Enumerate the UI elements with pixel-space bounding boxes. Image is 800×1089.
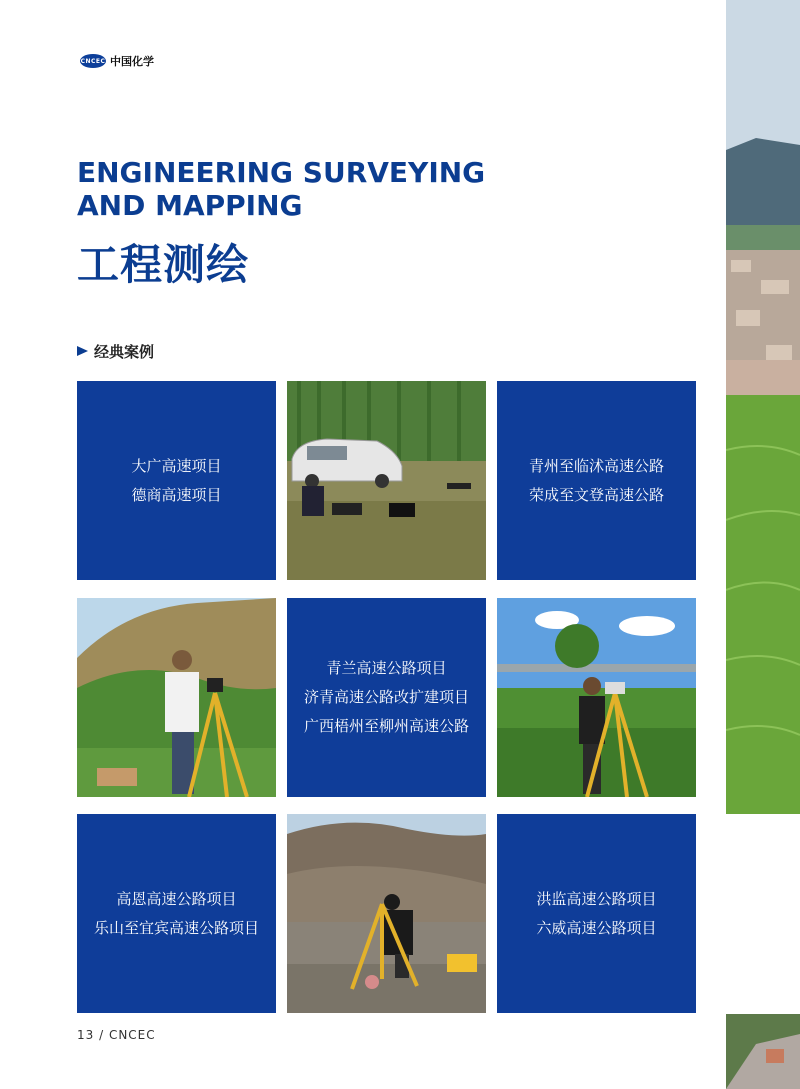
case-item: 乐山至宜宾高速公路项目 bbox=[93, 918, 259, 937]
case-item: 青州至临沭高速公路 bbox=[528, 456, 664, 475]
case-item: 青兰高速公路项目 bbox=[326, 659, 447, 677]
photo-van-field-survey bbox=[287, 381, 486, 580]
landscape-photo-strip bbox=[726, 0, 800, 814]
cncec-badge: CNCEC bbox=[80, 54, 106, 68]
case-tile-5 bbox=[287, 598, 486, 797]
page-title-english bbox=[77, 156, 497, 222]
case-item: 济青高速公路改扩建项目 bbox=[303, 688, 469, 706]
case-item: 广西梧州至柳州高速公路 bbox=[303, 717, 469, 735]
photo-surveyor-mountain bbox=[287, 814, 486, 1013]
section-label: 经典案例 bbox=[94, 342, 155, 361]
case-tile-1 bbox=[77, 381, 276, 580]
case-item: 大广高速项目 bbox=[131, 456, 222, 475]
case-item: 高恩高速公路项目 bbox=[116, 889, 237, 908]
case-item: 六威高速公路项目 bbox=[536, 918, 657, 937]
village-photo-strip bbox=[726, 1014, 800, 1089]
case-item: 德商高速项目 bbox=[131, 485, 222, 504]
title-en-line1: ENGINEERING SURVEYING bbox=[77, 156, 486, 189]
section-heading bbox=[77, 340, 154, 362]
page-number-footer: 13 / CNCEC bbox=[77, 1028, 156, 1042]
photo-surveyor-bridge bbox=[497, 598, 696, 797]
case-tile-7 bbox=[77, 814, 276, 1013]
photo-surveyor-hillside bbox=[77, 598, 276, 797]
case-tile-3 bbox=[497, 381, 696, 580]
case-item: 荣成至文登高速公路 bbox=[528, 485, 664, 504]
brand-name: 中国化学 bbox=[110, 55, 154, 68]
brand-logo bbox=[80, 52, 154, 70]
page-title-chinese: 工程测绘 bbox=[77, 240, 250, 289]
triangle-bullet-icon bbox=[77, 346, 88, 356]
case-item: 洪监高速公路项目 bbox=[536, 889, 657, 908]
case-tile-9 bbox=[497, 814, 696, 1013]
title-en-line2: AND MAPPING bbox=[77, 189, 303, 222]
